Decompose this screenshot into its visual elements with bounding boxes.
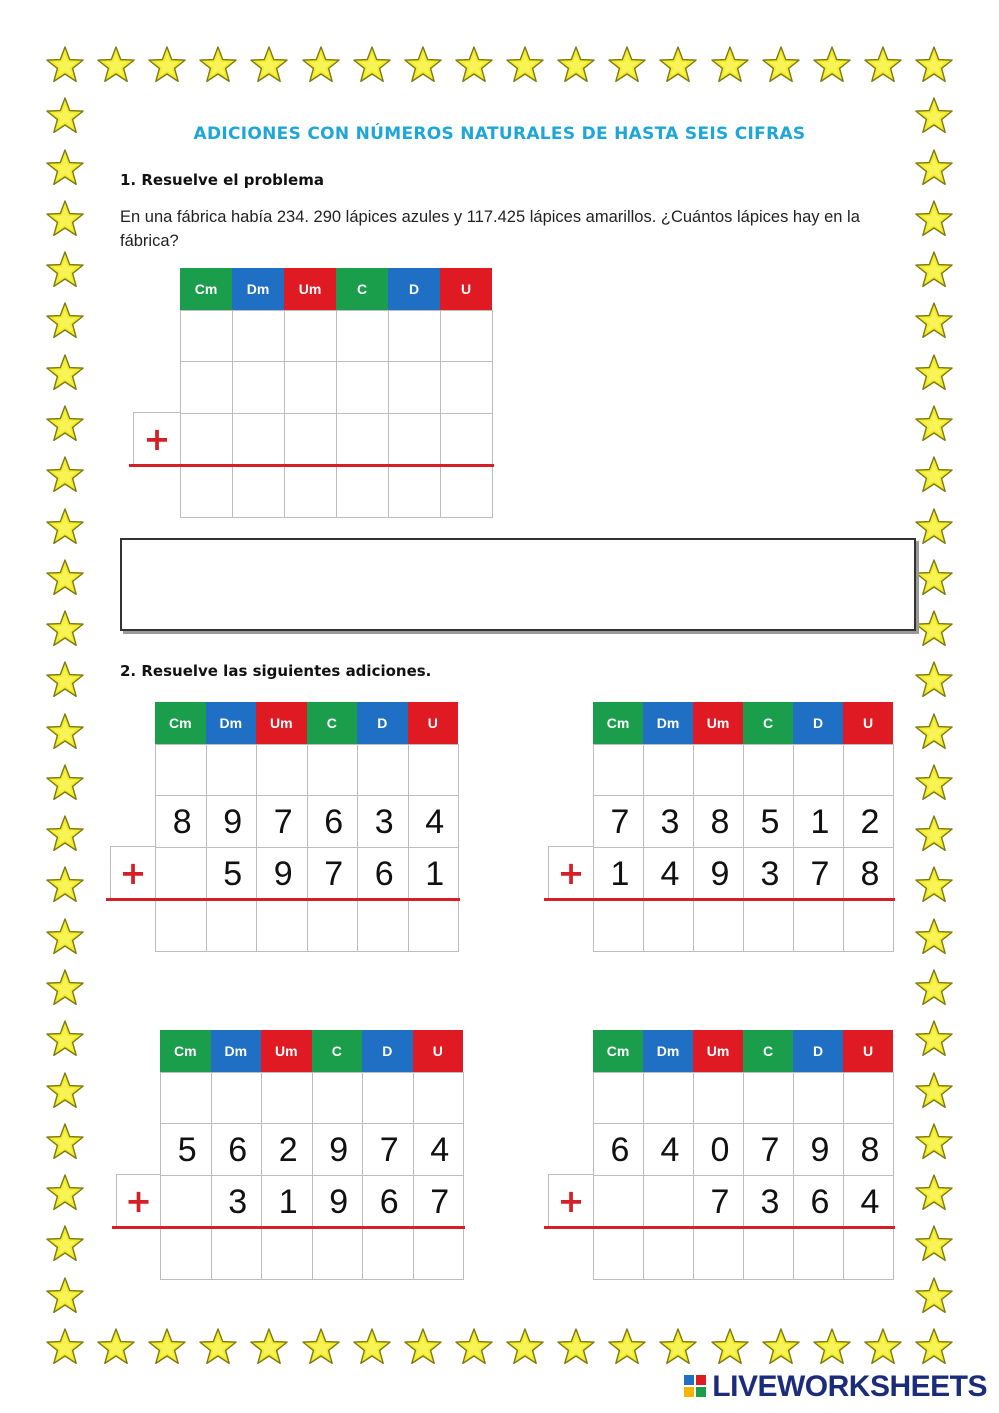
liveworksheets-logo: [684, 1370, 987, 1404]
star-icon: [914, 865, 954, 905]
bottom-number-digit: 3: [228, 1183, 248, 1221]
star-icon: [914, 712, 954, 752]
grid-cell[interactable]: [336, 465, 389, 518]
grid-cell: [643, 744, 694, 797]
star-icon: [607, 45, 647, 85]
star-icon: [658, 45, 698, 85]
star-icon: [914, 1122, 954, 1162]
bottom-number-digit: 6: [374, 855, 394, 893]
plus-sign: +: [548, 846, 594, 899]
column-header-cm: Cm: [593, 702, 643, 744]
star-icon: [301, 1327, 341, 1367]
star-icon: [761, 45, 801, 85]
top-number-digit: 2: [860, 803, 880, 841]
top-number-digit: 5: [760, 803, 780, 841]
grid-cell[interactable]: [312, 1227, 364, 1280]
star-icon: [914, 763, 954, 803]
grid-cell: [160, 1175, 212, 1228]
grid-cell[interactable]: [693, 1227, 744, 1280]
star-icon: [914, 1071, 954, 1111]
plus-sign: +: [110, 846, 156, 899]
grid-cell[interactable]: [388, 413, 441, 466]
star-icon: [45, 1019, 85, 1059]
grid-cell[interactable]: [284, 413, 337, 466]
grid-cell: [261, 1072, 313, 1125]
logo-icon: [684, 1375, 708, 1399]
column-header-cm: Cm: [180, 268, 232, 310]
grid-cell[interactable]: [793, 899, 844, 952]
top-number-digit: 7: [760, 1131, 780, 1169]
star-icon: [96, 45, 136, 85]
star-icon: [45, 712, 85, 752]
bottom-number-digit: 1: [278, 1183, 298, 1221]
top-number-digit: 4: [425, 803, 445, 841]
column-header-d: D: [793, 702, 843, 744]
grid-cell: [593, 1072, 644, 1125]
star-icon: [658, 1327, 698, 1367]
star-icon: [45, 763, 85, 803]
bottom-number-digit: 7: [710, 1183, 730, 1221]
grid-cell[interactable]: [843, 1227, 894, 1280]
column-header-d: D: [362, 1030, 413, 1072]
star-icon: [45, 199, 85, 239]
star-icon: [147, 1327, 187, 1367]
bottom-number-digit: 4: [660, 855, 680, 893]
star-icon: [454, 45, 494, 85]
star-icon: [45, 148, 85, 188]
star-icon: [914, 609, 954, 649]
top-number-digit: 2: [278, 1131, 298, 1169]
star-icon: [198, 1327, 238, 1367]
star-icon: [45, 507, 85, 547]
logo-text: LIVEWORKSHEETS: [712, 1370, 987, 1403]
grid-cell[interactable]: [232, 361, 285, 414]
column-header-dm: Dm: [643, 1030, 693, 1072]
grid-cell[interactable]: [256, 899, 308, 952]
grid-cell: [155, 744, 207, 797]
column-header-cm: Cm: [160, 1030, 211, 1072]
star-icon: [45, 609, 85, 649]
grid-cell[interactable]: [593, 1227, 644, 1280]
grid-cell[interactable]: [180, 361, 233, 414]
star-icon: [45, 968, 85, 1008]
star-icon: [607, 1327, 647, 1367]
star-icon: [914, 558, 954, 598]
grid-cell: [793, 1072, 844, 1125]
star-icon: [352, 45, 392, 85]
star-icon: [914, 1019, 954, 1059]
grid-cell[interactable]: [232, 413, 285, 466]
grid-cell: [643, 1175, 694, 1228]
top-number-digit: 0: [710, 1131, 730, 1169]
top-number-digit: 7: [610, 803, 630, 841]
star-icon: [45, 1071, 85, 1111]
star-icon: [249, 45, 289, 85]
column-header-d: D: [388, 268, 440, 310]
grid-cell: [793, 744, 844, 797]
star-icon: [352, 1327, 392, 1367]
top-number-digit: 7: [379, 1131, 399, 1169]
grid-cell[interactable]: [440, 310, 493, 363]
grid-cell[interactable]: [155, 899, 207, 952]
grid-cell: [160, 1072, 212, 1125]
grid-cell: [362, 1072, 414, 1125]
grid-cell: [413, 1072, 465, 1125]
grid-cell[interactable]: [336, 310, 389, 363]
star-icon: [914, 45, 954, 85]
bottom-number-digit: 9: [273, 855, 293, 893]
star-icon: [914, 353, 954, 393]
top-number-digit: 3: [374, 803, 394, 841]
plus-sign: +: [548, 1174, 594, 1227]
star-icon: [45, 1173, 85, 1213]
column-header-c: C: [307, 702, 358, 744]
plus-sign: +: [133, 412, 181, 465]
star-icon: [45, 45, 85, 85]
column-header-d: D: [793, 1030, 843, 1072]
bottom-number-digit: 7: [810, 855, 830, 893]
top-number-digit: 8: [710, 803, 730, 841]
grid-cell: [693, 1072, 744, 1125]
grid-cell[interactable]: [643, 899, 694, 952]
grid-cell[interactable]: [388, 361, 441, 414]
column-header-um: Um: [284, 268, 336, 310]
top-number-digit: 7: [273, 803, 293, 841]
bottom-number-digit: 7: [324, 855, 344, 893]
grid-cell[interactable]: [206, 899, 258, 952]
grid-cell: [843, 1072, 894, 1125]
grid-cell[interactable]: [843, 899, 894, 952]
grid-cell[interactable]: [743, 899, 794, 952]
grid-cell[interactable]: [362, 1227, 414, 1280]
section-1-heading: 1. Resuelve el problema: [120, 171, 324, 189]
star-icon: [45, 1224, 85, 1264]
grid-cell[interactable]: [336, 413, 389, 466]
grid-cell[interactable]: [284, 361, 337, 414]
star-icon: [45, 814, 85, 854]
column-header-um: Um: [261, 1030, 312, 1072]
grid-cell[interactable]: [693, 899, 744, 952]
column-header-um: Um: [693, 1030, 743, 1072]
star-icon: [710, 1327, 750, 1367]
column-header-c: C: [312, 1030, 363, 1072]
top-number-digit: 8: [172, 803, 192, 841]
grid-cell: [743, 744, 794, 797]
star-icon: [761, 1327, 801, 1367]
grid-cell[interactable]: [440, 465, 493, 518]
grid-cell[interactable]: [232, 465, 285, 518]
column-header-u: U: [843, 702, 893, 744]
star-icon: [863, 1327, 903, 1367]
column-header-um: Um: [256, 702, 307, 744]
star-icon: [45, 865, 85, 905]
star-icon: [301, 45, 341, 85]
grid-cell[interactable]: [440, 361, 493, 414]
bottom-number-digit: 3: [760, 1183, 780, 1221]
grid-cell[interactable]: [643, 1227, 694, 1280]
grid-cell: [843, 744, 894, 797]
column-header-dm: Dm: [232, 268, 284, 310]
star-icon: [45, 1327, 85, 1367]
grid-cell: [643, 1072, 694, 1125]
star-icon: [556, 45, 596, 85]
grid-cell: [743, 1072, 794, 1125]
star-icon: [454, 1327, 494, 1367]
top-number-digit: 5: [177, 1131, 197, 1169]
grid-cell[interactable]: [793, 1227, 844, 1280]
grid-cell: [357, 744, 409, 797]
star-icon: [505, 1327, 545, 1367]
problem-text: En una fábrica había 234. 290 lápices azules y 117.425 lápices amarillos. ¿Cuántos lápices hay en la fábrica?: [120, 208, 860, 250]
star-icon: [914, 507, 954, 547]
star-icon: [96, 1327, 136, 1367]
grid-cell: [693, 744, 744, 797]
top-number-digit: 4: [430, 1131, 450, 1169]
column-header-dm: Dm: [643, 702, 693, 744]
grid-cell[interactable]: [743, 1227, 794, 1280]
column-header-cm: Cm: [593, 1030, 643, 1072]
star-icon: [710, 45, 750, 85]
bottom-number-digit: 1: [610, 855, 630, 893]
star-icon: [45, 1276, 85, 1316]
bottom-number-digit: 3: [760, 855, 780, 893]
grid-cell[interactable]: [336, 361, 389, 414]
answer-box[interactable]: [120, 538, 916, 631]
column-header-d: D: [357, 702, 408, 744]
star-icon: [914, 404, 954, 444]
top-number-digit: 9: [223, 803, 243, 841]
star-icon: [45, 353, 85, 393]
grid-cell[interactable]: [440, 413, 493, 466]
bottom-number-digit: 6: [810, 1183, 830, 1221]
grid-cell[interactable]: [593, 899, 644, 952]
column-header-dm: Dm: [211, 1030, 262, 1072]
column-header-cm: Cm: [155, 702, 206, 744]
star-icon: [147, 45, 187, 85]
star-icon: [914, 455, 954, 495]
star-icon: [45, 404, 85, 444]
grid-cell[interactable]: [211, 1227, 263, 1280]
grid-cell: [312, 1072, 364, 1125]
grid-cell: [408, 744, 460, 797]
grid-cell[interactable]: [413, 1227, 465, 1280]
star-icon: [45, 1122, 85, 1162]
star-icon: [914, 660, 954, 700]
top-number-digit: 1: [810, 803, 830, 841]
star-icon: [45, 660, 85, 700]
star-icon: [914, 301, 954, 341]
star-icon: [403, 1327, 443, 1367]
grid-cell[interactable]: [388, 465, 441, 518]
bottom-number-digit: 5: [223, 855, 243, 893]
grid-cell: [155, 847, 207, 900]
bottom-number-digit: 8: [860, 855, 880, 893]
grid-cell[interactable]: [307, 899, 359, 952]
star-icon: [45, 455, 85, 495]
grid-cell: [307, 744, 359, 797]
column-header-c: C: [743, 1030, 793, 1072]
plus-sign: +: [116, 1174, 161, 1227]
grid-cell: [211, 1072, 263, 1125]
grid-cell: [206, 744, 258, 797]
column-header-u: U: [440, 268, 492, 310]
star-icon: [198, 45, 238, 85]
grid-cell[interactable]: [388, 310, 441, 363]
grid-cell: [256, 744, 308, 797]
star-icon: [914, 250, 954, 290]
star-icon: [249, 1327, 289, 1367]
star-icon: [914, 199, 954, 239]
grid-cell[interactable]: [357, 899, 409, 952]
grid-cell[interactable]: [284, 465, 337, 518]
column-header-c: C: [336, 268, 388, 310]
top-number-digit: 6: [324, 803, 344, 841]
star-icon: [914, 148, 954, 188]
top-number-digit: 9: [810, 1131, 830, 1169]
top-number-digit: 3: [660, 803, 680, 841]
star-icon: [403, 45, 443, 85]
bottom-number-digit: 6: [379, 1183, 399, 1221]
top-number-digit: 8: [860, 1131, 880, 1169]
column-header-u: U: [413, 1030, 464, 1072]
column-header-u: U: [843, 1030, 893, 1072]
section-2-heading: 2. Resuelve las siguientes adiciones.: [120, 662, 432, 680]
bottom-number-digit: 9: [329, 1183, 349, 1221]
star-icon: [914, 1224, 954, 1264]
bottom-number-digit: 7: [430, 1183, 450, 1221]
column-header-c: C: [743, 702, 793, 744]
page-title: ADICIONES CON NÚMEROS NATURALES DE HASTA SEIS CIFRAS: [193, 124, 806, 144]
star-icon: [45, 250, 85, 290]
star-icon: [914, 968, 954, 1008]
grid-cell[interactable]: [261, 1227, 313, 1280]
grid-cell[interactable]: [408, 899, 460, 952]
star-icon: [812, 1327, 852, 1367]
column-header-u: U: [408, 702, 459, 744]
top-number-digit: 9: [329, 1131, 349, 1169]
grid-cell[interactable]: [284, 310, 337, 363]
star-icon: [556, 1327, 596, 1367]
column-header-um: Um: [693, 702, 743, 744]
star-icon: [914, 1276, 954, 1316]
top-number-digit: 4: [660, 1131, 680, 1169]
star-icon: [45, 917, 85, 957]
grid-cell[interactable]: [180, 310, 233, 363]
star-icon: [914, 1173, 954, 1213]
top-number-digit: 6: [228, 1131, 248, 1169]
grid-cell[interactable]: [160, 1227, 212, 1280]
sum-line: [129, 464, 494, 467]
bottom-number-digit: 9: [710, 855, 730, 893]
column-header-dm: Dm: [206, 702, 257, 744]
grid-cell[interactable]: [232, 310, 285, 363]
grid-cell: [593, 744, 644, 797]
star-icon: [812, 45, 852, 85]
star-icon: [914, 814, 954, 854]
grid-cell: [593, 1175, 644, 1228]
star-icon: [863, 45, 903, 85]
grid-cell[interactable]: [180, 413, 233, 466]
star-icon: [914, 1327, 954, 1367]
bottom-number-digit: 4: [860, 1183, 880, 1221]
star-icon: [45, 558, 85, 598]
grid-cell[interactable]: [180, 465, 233, 518]
top-number-digit: 6: [610, 1131, 630, 1169]
star-icon: [45, 301, 85, 341]
bottom-number-digit: 1: [425, 855, 445, 893]
star-icon: [505, 45, 545, 85]
star-icon: [914, 917, 954, 957]
